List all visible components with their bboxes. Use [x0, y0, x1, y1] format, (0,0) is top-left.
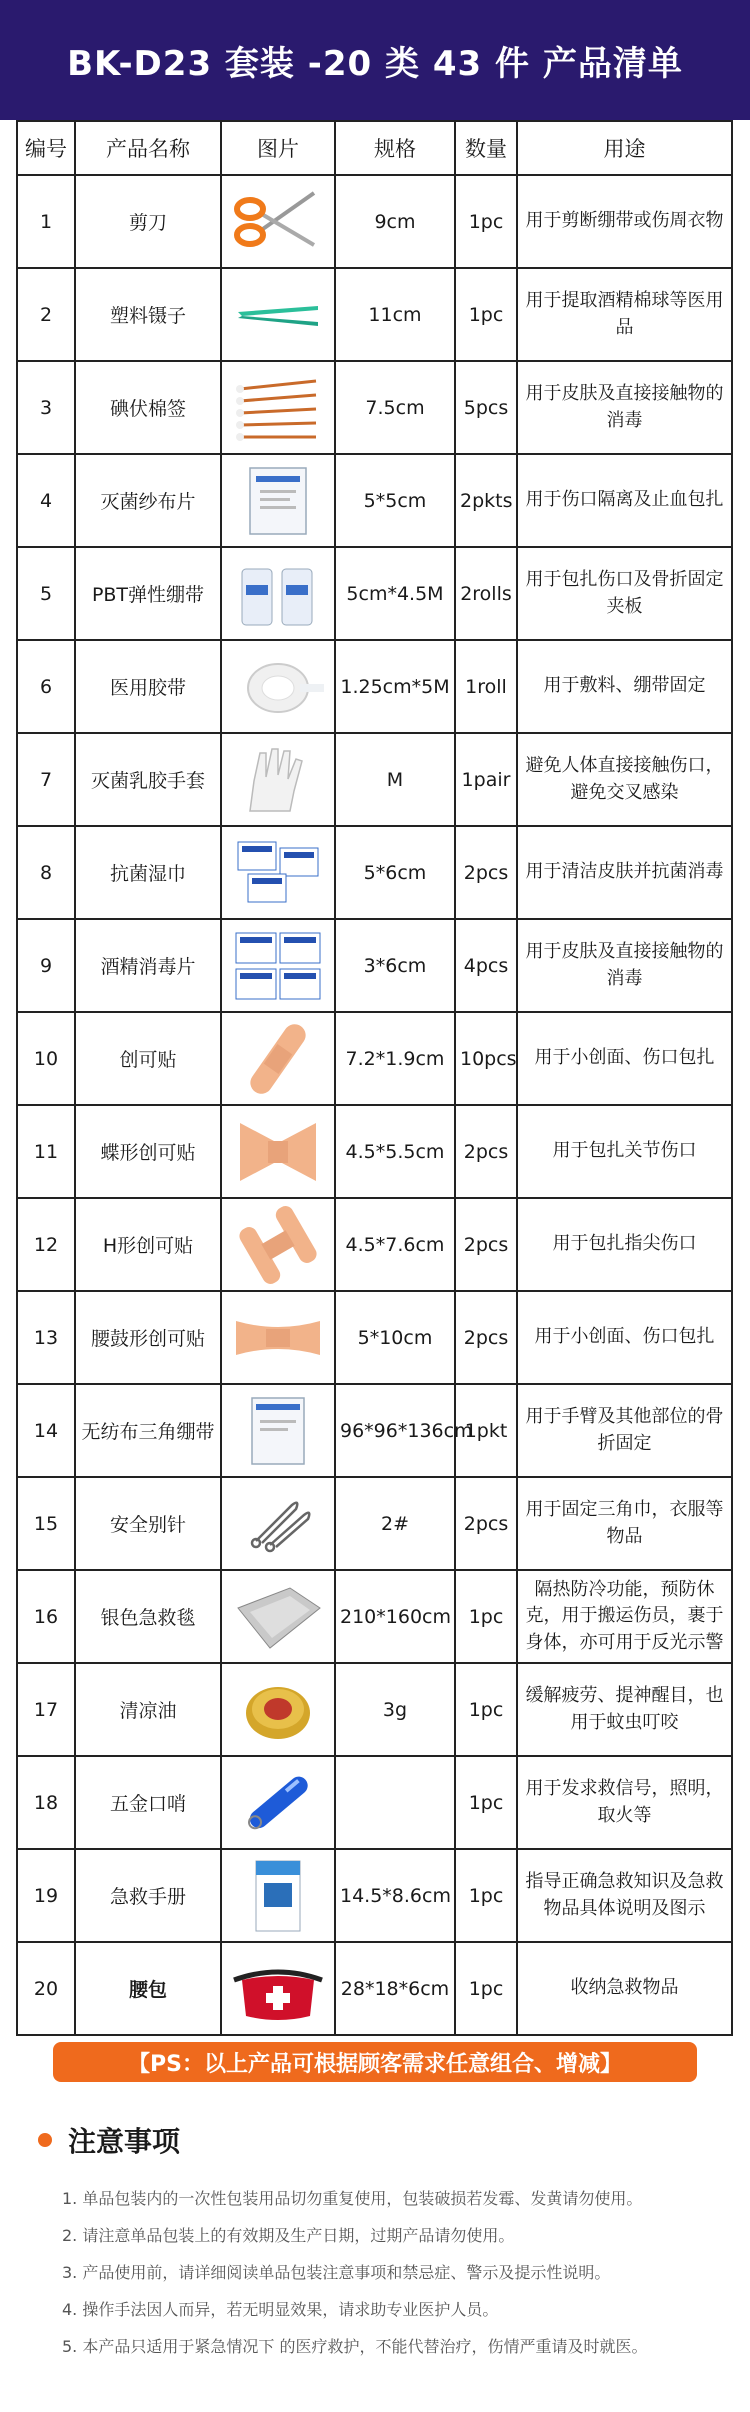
row-usage: 用于伤口隔离及止血包扎 [517, 454, 732, 547]
row-quantity: 1pair [455, 733, 517, 826]
row-product-name: 清凉油 [75, 1663, 221, 1756]
row-usage: 用于皮肤及直接接触物的消毒 [517, 361, 732, 454]
row-product-name: 灭菌乳胶手套 [75, 733, 221, 826]
row-number: 18 [17, 1756, 75, 1849]
product-table [16, 120, 733, 2036]
row-number: 15 [17, 1477, 75, 1570]
band-aid-icon [230, 1020, 326, 1098]
row-picture [221, 1384, 335, 1477]
row-number: 5 [17, 547, 75, 640]
row-picture [221, 547, 335, 640]
table-row [17, 1663, 732, 1756]
row-spec: 5*5cm [335, 454, 455, 547]
row-usage: 用于包扎伤口及骨折固定夹板 [517, 547, 732, 640]
page-header [0, 0, 750, 120]
balm-tin-icon [230, 1671, 326, 1749]
table-row [17, 547, 732, 640]
row-quantity: 2pkts [455, 454, 517, 547]
table-row [17, 1198, 732, 1291]
row-number: 12 [17, 1198, 75, 1291]
row-quantity: 2pcs [455, 826, 517, 919]
table-row [17, 454, 732, 547]
row-spec: 1.25cm*5M [335, 640, 455, 733]
row-quantity: 1pc [455, 1570, 517, 1663]
row-number: 4 [17, 454, 75, 547]
row-quantity: 1pc [455, 1942, 517, 2035]
manual-booklet-icon [230, 1857, 326, 1935]
waist-bag-icon [230, 1950, 326, 2028]
row-number: 19 [17, 1849, 75, 1942]
row-usage: 用于包扎指尖伤口 [517, 1198, 732, 1291]
table-row [17, 1105, 732, 1198]
row-product-name: 创可贴 [75, 1012, 221, 1105]
elastic-bandage-icon [230, 555, 326, 633]
row-number: 8 [17, 826, 75, 919]
row-quantity: 1roll [455, 640, 517, 733]
row-spec: 14.5*8.6cm [335, 1849, 455, 1942]
row-usage: 用于固定三角巾，衣服等物品 [517, 1477, 732, 1570]
row-spec: 7.2*1.9cm [335, 1012, 455, 1105]
row-product-name: 蝶形创可贴 [75, 1105, 221, 1198]
row-product-name: 碘伏棉签 [75, 361, 221, 454]
row-product-name: 剪刀 [75, 175, 221, 268]
row-picture [221, 1291, 335, 1384]
row-picture [221, 1477, 335, 1570]
row-spec: 7.5cm [335, 361, 455, 454]
row-picture [221, 1198, 335, 1291]
row-quantity: 10pcs [455, 1012, 517, 1105]
row-spec: 2# [335, 1477, 455, 1570]
header-number: 编号 [17, 121, 75, 175]
note-item: 5. 本产品只适用于紧急情况下 的医疗救护，不能代替治疗，伤情严重请及时就医。 [62, 2337, 648, 2356]
row-quantity: 1pkt [455, 1384, 517, 1477]
product-table-wrap [16, 120, 731, 2036]
row-quantity: 2rolls [455, 547, 517, 640]
table-row [17, 919, 732, 1012]
row-spec: 9cm [335, 175, 455, 268]
row-usage: 用于发求救信号，照明，取火等 [517, 1756, 732, 1849]
row-number: 9 [17, 919, 75, 1012]
row-product-name: 塑料镊子 [75, 268, 221, 361]
scissors-icon [230, 183, 326, 261]
note-item: 2. 请注意单品包装上的有效期及生产日期，过期产品请勿使用。 [62, 2226, 515, 2245]
table-header-row [17, 121, 732, 175]
table-row [17, 1756, 732, 1849]
row-spec: 4.5*5.5cm [335, 1105, 455, 1198]
notes-heading [38, 2120, 180, 2160]
row-quantity: 4pcs [455, 919, 517, 1012]
row-product-name: 银色急救毯 [75, 1570, 221, 1663]
row-usage: 用于包扎关节伤口 [517, 1105, 732, 1198]
row-product-name: 安全别针 [75, 1477, 221, 1570]
row-number: 6 [17, 640, 75, 733]
latex-glove-icon [230, 741, 326, 819]
row-quantity: 2pcs [455, 1291, 517, 1384]
row-usage: 收纳急救物品 [517, 1942, 732, 2035]
row-spec: 28*18*6cm [335, 1942, 455, 2035]
table-row [17, 175, 732, 268]
row-quantity: 1pc [455, 1849, 517, 1942]
row-usage: 避免人体直接接触伤口，避免交叉感染 [517, 733, 732, 826]
safety-pin-icon [230, 1485, 326, 1563]
row-number: 2 [17, 268, 75, 361]
row-number: 11 [17, 1105, 75, 1198]
cotton-swab-icon [230, 369, 326, 447]
row-picture [221, 1012, 335, 1105]
row-quantity: 1pc [455, 175, 517, 268]
header-product-name: 产品名称 [75, 121, 221, 175]
row-picture [221, 1756, 335, 1849]
waist-drum-bandage-icon [230, 1299, 326, 1377]
row-picture [221, 733, 335, 826]
row-picture [221, 454, 335, 547]
row-quantity: 2pcs [455, 1477, 517, 1570]
row-spec [335, 1756, 455, 1849]
row-picture [221, 1663, 335, 1756]
notes-list [62, 2180, 722, 2365]
row-usage: 用于敷料、绷带固定 [517, 640, 732, 733]
table-row [17, 826, 732, 919]
gauze-pad-icon [230, 462, 326, 540]
whistle-icon [230, 1764, 326, 1842]
note-item: 4. 操作手法因人而异，若无明显效果，请求助专业医护人员。 [62, 2300, 499, 2319]
table-row [17, 1570, 732, 1663]
row-picture [221, 175, 335, 268]
wet-wipe-icon [230, 834, 326, 912]
row-picture [221, 1570, 335, 1663]
row-picture [221, 640, 335, 733]
row-spec: 96*96*136cm [335, 1384, 455, 1477]
h-bandage-icon [230, 1206, 326, 1284]
butterfly-bandage-icon [230, 1113, 326, 1191]
row-picture [221, 826, 335, 919]
row-product-name: 腰鼓形创可贴 [75, 1291, 221, 1384]
row-product-name: 腰包 [75, 1942, 221, 2035]
row-product-name: 医用胶带 [75, 640, 221, 733]
row-usage: 用于剪断绷带或伤周衣物 [517, 175, 732, 268]
row-quantity: 1pc [455, 268, 517, 361]
notes-title: 注意事项 [68, 2125, 181, 2158]
row-picture [221, 1849, 335, 1942]
row-picture [221, 1105, 335, 1198]
table-row [17, 1942, 732, 2035]
row-spec: 5*10cm [335, 1291, 455, 1384]
row-spec: 4.5*7.6cm [335, 1198, 455, 1291]
row-usage: 指导正确急救知识及急救物品具体说明及图示 [517, 1849, 732, 1942]
table-row [17, 361, 732, 454]
row-number: 14 [17, 1384, 75, 1477]
row-number: 17 [17, 1663, 75, 1756]
tweezers-icon [230, 276, 326, 354]
row-number: 3 [17, 361, 75, 454]
table-row [17, 1477, 732, 1570]
ps-note-text: 【PS：以上产品可根据顾客需求任意组合、增减】 [128, 2051, 622, 2077]
row-spec: 11cm [335, 268, 455, 361]
row-number: 16 [17, 1570, 75, 1663]
row-spec: 3*6cm [335, 919, 455, 1012]
page-title: BK-D23 套装 -20 类 43 件 产品清单 [67, 43, 683, 84]
row-product-name: 抗菌湿巾 [75, 826, 221, 919]
note-item: 3. 产品使用前，请详细阅读单品包装注意事项和禁忌症、警示及提示性说明。 [62, 2263, 611, 2282]
row-number: 10 [17, 1012, 75, 1105]
row-usage: 用于小创面、伤口包扎 [517, 1012, 732, 1105]
alcohol-pad-icon [230, 927, 326, 1005]
row-usage: 用于提取酒精棉球等医用品 [517, 268, 732, 361]
row-quantity: 2pcs [455, 1105, 517, 1198]
table-row [17, 640, 732, 733]
row-spec: 210*160cm [335, 1570, 455, 1663]
row-usage: 隔热防冷功能，预防休克，用于搬运伤员，裹于身体，亦可用于反光示警 [517, 1570, 732, 1663]
table-row [17, 268, 732, 361]
row-product-name: H形创可贴 [75, 1198, 221, 1291]
emergency-blanket-icon [230, 1578, 326, 1656]
ps-note-banner [53, 2042, 697, 2082]
row-usage: 用于小创面、伤口包扎 [517, 1291, 732, 1384]
table-row [17, 1012, 732, 1105]
table-body [17, 175, 732, 2035]
row-product-name: 无纺布三角绷带 [75, 1384, 221, 1477]
note-item: 1. 单品包装内的一次性包装用品切勿重复使用，包装破损若发霉、发黄请勿使用。 [62, 2189, 643, 2208]
row-quantity: 5pcs [455, 361, 517, 454]
row-picture [221, 919, 335, 1012]
header-spec: 规格 [335, 121, 455, 175]
header-usage: 用途 [517, 121, 732, 175]
row-usage: 用于手臂及其他部位的骨折固定 [517, 1384, 732, 1477]
table-row [17, 1291, 732, 1384]
table-row [17, 733, 732, 826]
bullet-dot-icon [38, 2133, 52, 2147]
table-row [17, 1849, 732, 1942]
row-number: 13 [17, 1291, 75, 1384]
row-product-name: 灭菌纱布片 [75, 454, 221, 547]
row-quantity: 1pc [455, 1663, 517, 1756]
row-spec: 5cm*4.5M [335, 547, 455, 640]
row-usage: 用于清洁皮肤并抗菌消毒 [517, 826, 732, 919]
row-usage: 缓解疲劳、提神醒目，也用于蚊虫叮咬 [517, 1663, 732, 1756]
header-picture: 图片 [221, 121, 335, 175]
row-number: 7 [17, 733, 75, 826]
row-product-name: 急救手册 [75, 1849, 221, 1942]
row-usage: 用于皮肤及直接接触物的消毒 [517, 919, 732, 1012]
row-product-name: PBT弹性绷带 [75, 547, 221, 640]
triangle-bandage-icon [230, 1392, 326, 1470]
row-quantity: 1pc [455, 1756, 517, 1849]
medical-tape-icon [230, 648, 326, 726]
row-spec: M [335, 733, 455, 826]
row-quantity: 2pcs [455, 1198, 517, 1291]
row-product-name: 五金口哨 [75, 1756, 221, 1849]
table-row [17, 1384, 732, 1477]
row-number: 20 [17, 1942, 75, 2035]
row-picture [221, 1942, 335, 2035]
row-product-name: 酒精消毒片 [75, 919, 221, 1012]
row-number: 1 [17, 175, 75, 268]
row-spec: 5*6cm [335, 826, 455, 919]
row-picture [221, 361, 335, 454]
row-spec: 3g [335, 1663, 455, 1756]
header-quantity: 数量 [455, 121, 517, 175]
row-picture [221, 268, 335, 361]
